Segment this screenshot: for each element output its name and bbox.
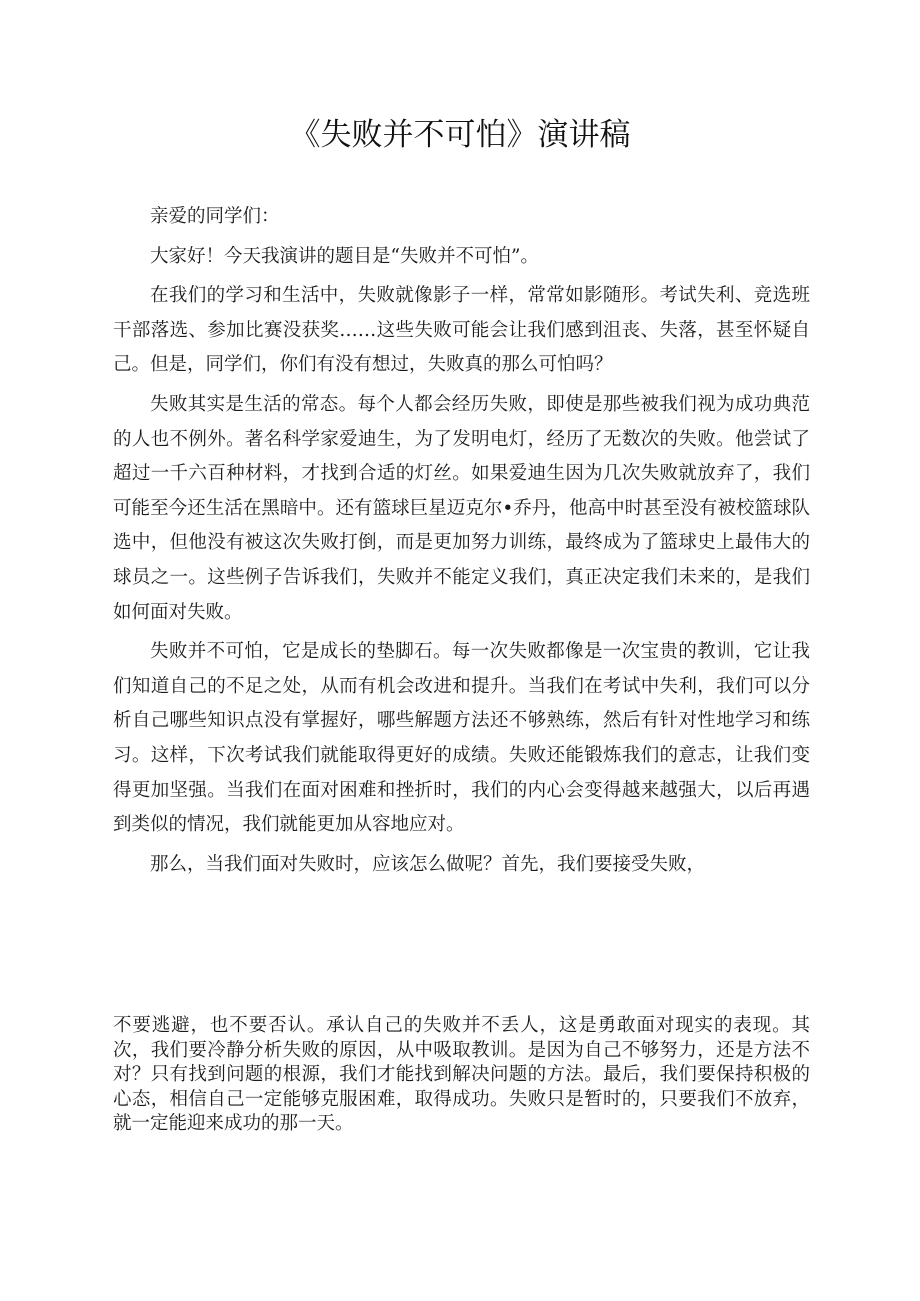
- paragraph-greeting: 亲爱的同学们：: [150, 206, 280, 227]
- document-tail: [113, 1014, 810, 1137]
- paragraph-failure-normal: 失败其实是生活的常态。每个人都会经历失败，即使是那些被我们视为成功典范的人也不例外。著名科学家爱迪生，为了发明电灯，经历了无数次的失败。他尝试了超过一千六百种材料，才找到合适的灯丝。如果爱迪生因为几次失败就放弃了，我们可能至今还生活在黑暗中。还有篮球巨星迈克尔•乔丹，他高中时甚至没有被校篮球队选中，但他没有被这次失败打倒，而是更加努力训练，最终成为了篮球史上最伟大的球员之一。这些例子告诉我们，失败并不能定义我们，真正决定我们未来的，是我们如何面对失败。: [113, 393, 810, 623]
- paragraph-failure-shadow: 在我们的学习和生活中，失败就像影子一样，常常如影随形。考试失利、竞选班干部落选、参加比赛没获奖……这些失败可能会让我们感到沮丧、失落，甚至怀疑自己。但是，同学们，你们有没有想过，失败真的那么可怕吗？: [113, 285, 810, 376]
- paragraph-how-to-face: 那么，当我们面对失败时，应该怎么做呢？首先，我们要接受失败，: [150, 853, 706, 875]
- document-title: 《失败并不可怕》演讲稿: [289, 117, 631, 153]
- paragraph-intro: 大家好！今天我演讲的题目是“失败并不可怕”。: [150, 245, 539, 267]
- paragraph-stepping-stone: 失败并不可怕，它是成长的垫脚石。每一次失败都像是一次宝贵的教训，它让我们知道自己的不足之处，从而有机会改进和提升。当我们在考试中失利，我们可以分析自己哪些知识点没有掌握好，哪些解题方法还不够熟练，然后有针对性地学习和练习。这样，下次考试我们就能取得更好的成绩。失败还能锻炼我们的意志，让我们变得更加坚强。当我们在面对困难和挫折时，我们的内心会变得越来越强大，以后再遇到类似的情况，我们就能更加从容地应对。: [113, 641, 810, 836]
- paragraph-conclusion: 不要逃避，也不要否认。承认自己的失败并不丢人，这是勇敢面对现实的表现。其次，我们要冷静分析失败的原因，从中吸取教训。是因为自己不够努力，还是方法不对？只有找到问题的根源，我们才能找到解决问题的方法。最后，我们要保持积极的心态，相信自己一定能够克服困难，取得成功。失败只是暂时的，只要我们不放弃，就一定能迎来成功的那一天。: [113, 1015, 810, 1135]
- document-body: [113, 200, 810, 882]
